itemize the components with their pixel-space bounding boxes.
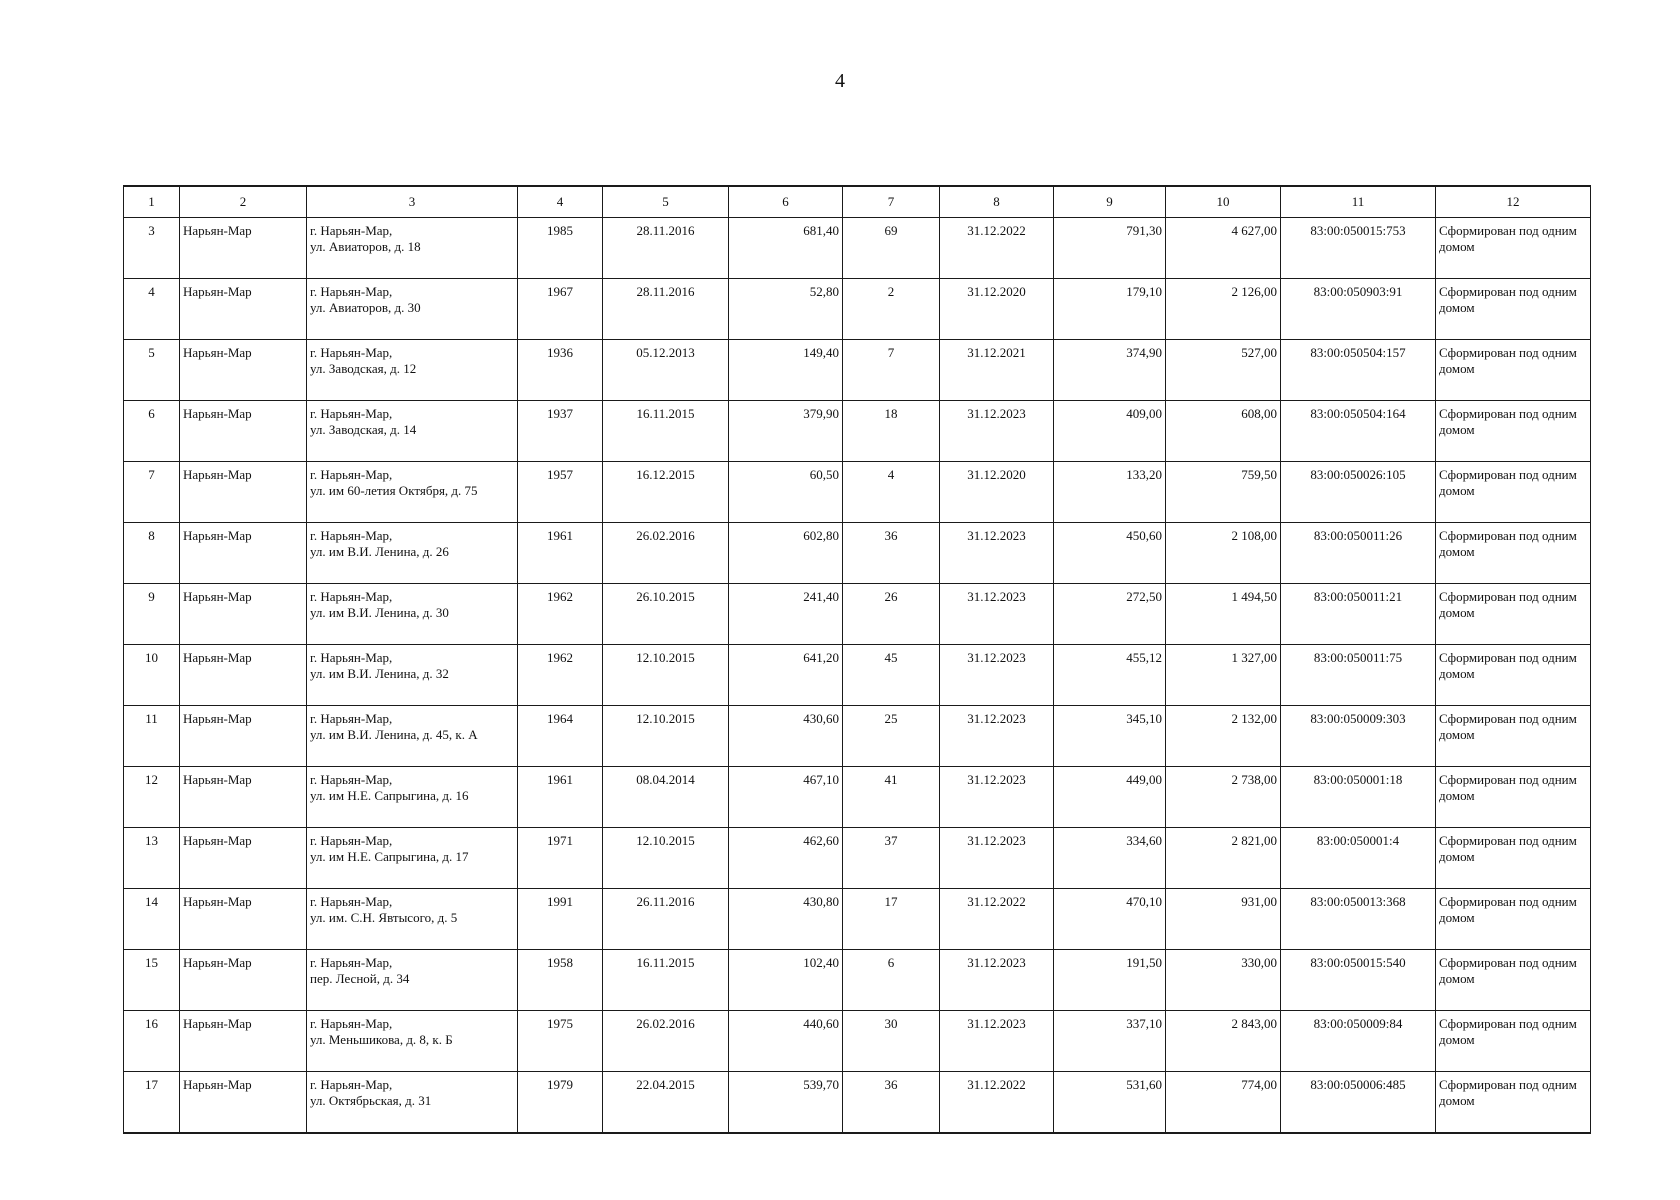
column-number-header: 5 — [603, 186, 729, 218]
address-city: г. Нарьян-Мар, — [310, 833, 393, 848]
row-number-cell: 7 — [124, 462, 180, 523]
settlement-cell: Нарьян-Мар — [180, 340, 307, 401]
cadastral-number-cell: 83:00:050903:91 — [1281, 279, 1436, 340]
deadline-cell: 31.12.2021 — [940, 340, 1054, 401]
date-cell: 08.04.2014 — [603, 767, 729, 828]
date-cell: 28.11.2016 — [603, 218, 729, 279]
address-city: г. Нарьян-Мар, — [310, 284, 393, 299]
land-area-cell: 1 327,00 — [1166, 645, 1281, 706]
residents-cell: 69 — [843, 218, 940, 279]
column-number-header: 7 — [843, 186, 940, 218]
address-city: г. Нарьян-Мар, — [310, 772, 393, 787]
residents-cell: 45 — [843, 645, 940, 706]
area-cell: 241,40 — [729, 584, 843, 645]
residents-cell: 36 — [843, 523, 940, 584]
column-number-header: 12 — [1436, 186, 1591, 218]
address-cell — [307, 584, 518, 645]
deadline-cell: 31.12.2023 — [940, 706, 1054, 767]
total-area-cell: 470,10 — [1054, 889, 1166, 950]
land-area-cell: 2 843,00 — [1166, 1011, 1281, 1072]
date-cell: 26.02.2016 — [603, 523, 729, 584]
address-cell — [307, 706, 518, 767]
year-cell: 1967 — [518, 279, 603, 340]
table-body — [124, 218, 1591, 1134]
date-cell: 12.10.2015 — [603, 706, 729, 767]
land-area-cell: 527,00 — [1166, 340, 1281, 401]
address-street: ул. им В.И. Ленина, д. 30 — [310, 605, 449, 620]
land-area-cell: 2 738,00 — [1166, 767, 1281, 828]
address-street: ул. им В.И. Ленина, д. 32 — [310, 666, 449, 681]
settlement-cell: Нарьян-Мар — [180, 889, 307, 950]
note-cell: Сформирован под одним домом — [1436, 828, 1591, 889]
note-cell: Сформирован под одним домом — [1436, 401, 1591, 462]
date-cell: 26.10.2015 — [603, 584, 729, 645]
note-cell: Сформирован под одним домом — [1436, 1011, 1591, 1072]
total-area-cell: 179,10 — [1054, 279, 1166, 340]
column-number-header: 2 — [180, 186, 307, 218]
year-cell: 1936 — [518, 340, 603, 401]
address-cell — [307, 523, 518, 584]
deadline-cell: 31.12.2023 — [940, 645, 1054, 706]
column-number-header: 10 — [1166, 186, 1281, 218]
address-city: г. Нарьян-Мар, — [310, 711, 393, 726]
settlement-cell: Нарьян-Мар — [180, 218, 307, 279]
table-row — [124, 767, 1591, 828]
address-street: ул. Октябрьская, д. 31 — [310, 1093, 432, 1108]
residents-cell: 41 — [843, 767, 940, 828]
cadastral-number-cell: 83:00:050026:105 — [1281, 462, 1436, 523]
date-cell: 12.10.2015 — [603, 645, 729, 706]
settlement-cell: Нарьян-Мар — [180, 706, 307, 767]
land-area-cell: 2 821,00 — [1166, 828, 1281, 889]
settlement-cell: Нарьян-Мар — [180, 1011, 307, 1072]
table-row — [124, 950, 1591, 1011]
area-cell: 430,80 — [729, 889, 843, 950]
year-cell: 1991 — [518, 889, 603, 950]
row-number-cell: 11 — [124, 706, 180, 767]
address-street: ул. им 60-летия Октября, д. 75 — [310, 483, 478, 498]
table-row — [124, 828, 1591, 889]
address-street: ул. им В.И. Ленина, д. 45, к. А — [310, 727, 478, 742]
land-area-cell: 774,00 — [1166, 1072, 1281, 1134]
column-number-header: 3 — [307, 186, 518, 218]
note-cell: Сформирован под одним домом — [1436, 218, 1591, 279]
cadastral-number-cell: 83:00:050504:164 — [1281, 401, 1436, 462]
address-city: г. Нарьян-Мар, — [310, 1077, 393, 1092]
row-number-cell: 9 — [124, 584, 180, 645]
residents-cell: 6 — [843, 950, 940, 1011]
year-cell: 1961 — [518, 767, 603, 828]
area-cell: 539,70 — [729, 1072, 843, 1134]
table-row — [124, 523, 1591, 584]
area-cell: 462,60 — [729, 828, 843, 889]
date-cell: 12.10.2015 — [603, 828, 729, 889]
residents-cell: 36 — [843, 1072, 940, 1134]
address-street: ул. Авиаторов, д. 30 — [310, 300, 421, 315]
deadline-cell: 31.12.2023 — [940, 950, 1054, 1011]
column-number-header: 9 — [1054, 186, 1166, 218]
cadastral-number-cell: 83:00:050013:368 — [1281, 889, 1436, 950]
housing-registry-table — [123, 185, 1591, 1134]
row-number-cell: 5 — [124, 340, 180, 401]
cadastral-number-cell: 83:00:050011:75 — [1281, 645, 1436, 706]
settlement-cell: Нарьян-Мар — [180, 1072, 307, 1134]
table-row — [124, 1011, 1591, 1072]
area-cell: 681,40 — [729, 218, 843, 279]
column-number-header: 8 — [940, 186, 1054, 218]
total-area-cell: 334,60 — [1054, 828, 1166, 889]
row-number-cell: 16 — [124, 1011, 180, 1072]
address-city: г. Нарьян-Мар, — [310, 467, 393, 482]
area-cell: 60,50 — [729, 462, 843, 523]
address-cell — [307, 950, 518, 1011]
cadastral-number-cell: 83:00:050011:26 — [1281, 523, 1436, 584]
address-street: ул. Меньшикова, д. 8, к. Б — [310, 1032, 453, 1047]
note-cell: Сформирован под одним домом — [1436, 767, 1591, 828]
row-number-cell: 13 — [124, 828, 180, 889]
address-cell — [307, 645, 518, 706]
cadastral-number-cell: 83:00:050006:485 — [1281, 1072, 1436, 1134]
total-area-cell: 345,10 — [1054, 706, 1166, 767]
table-row — [124, 340, 1591, 401]
year-cell: 1979 — [518, 1072, 603, 1134]
residents-cell: 4 — [843, 462, 940, 523]
address-cell — [307, 1072, 518, 1134]
residents-cell: 7 — [843, 340, 940, 401]
settlement-cell: Нарьян-Мар — [180, 523, 307, 584]
residents-cell: 2 — [843, 279, 940, 340]
total-area-cell: 133,20 — [1054, 462, 1166, 523]
residents-cell: 26 — [843, 584, 940, 645]
year-cell: 1957 — [518, 462, 603, 523]
row-number-cell: 10 — [124, 645, 180, 706]
residents-cell: 18 — [843, 401, 940, 462]
settlement-cell: Нарьян-Мар — [180, 767, 307, 828]
address-city: г. Нарьян-Мар, — [310, 894, 393, 909]
date-cell: 26.11.2016 — [603, 889, 729, 950]
address-city: г. Нарьян-Мар, — [310, 406, 393, 421]
area-cell: 440,60 — [729, 1011, 843, 1072]
row-number-cell: 8 — [124, 523, 180, 584]
row-number-cell: 15 — [124, 950, 180, 1011]
date-cell: 26.02.2016 — [603, 1011, 729, 1072]
date-cell: 16.12.2015 — [603, 462, 729, 523]
deadline-cell: 31.12.2023 — [940, 767, 1054, 828]
cadastral-number-cell: 83:00:050504:157 — [1281, 340, 1436, 401]
deadline-cell: 31.12.2022 — [940, 1072, 1054, 1134]
table-row — [124, 401, 1591, 462]
deadline-cell: 31.12.2022 — [940, 889, 1054, 950]
address-city: г. Нарьян-Мар, — [310, 528, 393, 543]
cadastral-number-cell: 83:00:050009:84 — [1281, 1011, 1436, 1072]
address-cell — [307, 889, 518, 950]
address-cell — [307, 1011, 518, 1072]
note-cell: Сформирован под одним домом — [1436, 950, 1591, 1011]
address-city: г. Нарьян-Мар, — [310, 1016, 393, 1031]
column-number-row — [124, 186, 1591, 218]
total-area-cell: 272,50 — [1054, 584, 1166, 645]
land-area-cell: 1 494,50 — [1166, 584, 1281, 645]
address-cell — [307, 828, 518, 889]
area-cell: 52,80 — [729, 279, 843, 340]
area-cell: 102,40 — [729, 950, 843, 1011]
area-cell: 467,10 — [729, 767, 843, 828]
area-cell: 430,60 — [729, 706, 843, 767]
deadline-cell: 31.12.2023 — [940, 1011, 1054, 1072]
date-cell: 05.12.2013 — [603, 340, 729, 401]
area-cell: 379,90 — [729, 401, 843, 462]
total-area-cell: 374,90 — [1054, 340, 1166, 401]
total-area-cell: 337,10 — [1054, 1011, 1166, 1072]
column-number-header: 1 — [124, 186, 180, 218]
land-area-cell: 2 132,00 — [1166, 706, 1281, 767]
row-number-cell: 3 — [124, 218, 180, 279]
settlement-cell: Нарьян-Мар — [180, 950, 307, 1011]
column-number-header: 11 — [1281, 186, 1436, 218]
column-number-header: 6 — [729, 186, 843, 218]
land-area-cell: 4 627,00 — [1166, 218, 1281, 279]
total-area-cell: 455,12 — [1054, 645, 1166, 706]
cadastral-number-cell: 83:00:050001:4 — [1281, 828, 1436, 889]
note-cell: Сформирован под одним домом — [1436, 645, 1591, 706]
cadastral-number-cell: 83:00:050015:540 — [1281, 950, 1436, 1011]
deadline-cell: 31.12.2023 — [940, 523, 1054, 584]
address-city: г. Нарьян-Мар, — [310, 955, 393, 970]
total-area-cell: 449,00 — [1054, 767, 1166, 828]
cadastral-number-cell: 83:00:050009:303 — [1281, 706, 1436, 767]
address-cell — [307, 401, 518, 462]
row-number-cell: 12 — [124, 767, 180, 828]
settlement-cell: Нарьян-Мар — [180, 828, 307, 889]
land-area-cell: 330,00 — [1166, 950, 1281, 1011]
year-cell: 1961 — [518, 523, 603, 584]
address-street: ул. им В.И. Ленина, д. 26 — [310, 544, 449, 559]
total-area-cell: 531,60 — [1054, 1072, 1166, 1134]
settlement-cell: Нарьян-Мар — [180, 279, 307, 340]
deadline-cell: 31.12.2023 — [940, 401, 1054, 462]
deadline-cell: 31.12.2022 — [940, 218, 1054, 279]
address-street: ул. Авиаторов, д. 18 — [310, 239, 421, 254]
address-cell — [307, 340, 518, 401]
cadastral-number-cell: 83:00:050015:753 — [1281, 218, 1436, 279]
address-cell — [307, 218, 518, 279]
land-area-cell: 759,50 — [1166, 462, 1281, 523]
note-cell: Сформирован под одним домом — [1436, 523, 1591, 584]
land-area-cell: 2 108,00 — [1166, 523, 1281, 584]
area-cell: 602,80 — [729, 523, 843, 584]
total-area-cell: 450,60 — [1054, 523, 1166, 584]
address-city: г. Нарьян-Мар, — [310, 223, 393, 238]
date-cell: 22.04.2015 — [603, 1072, 729, 1134]
table-row — [124, 462, 1591, 523]
row-number-cell: 14 — [124, 889, 180, 950]
address-street: ул. им Н.Е. Сапрыгина, д. 17 — [310, 849, 469, 864]
year-cell: 1937 — [518, 401, 603, 462]
address-city: г. Нарьян-Мар, — [310, 345, 393, 360]
note-cell: Сформирован под одним домом — [1436, 1072, 1591, 1134]
deadline-cell: 31.12.2023 — [940, 584, 1054, 645]
table-row — [124, 645, 1591, 706]
page-number: 4 — [835, 70, 845, 92]
address-cell — [307, 462, 518, 523]
deadline-cell: 31.12.2023 — [940, 828, 1054, 889]
table-row — [124, 706, 1591, 767]
note-cell: Сформирован под одним домом — [1436, 584, 1591, 645]
area-cell: 641,20 — [729, 645, 843, 706]
residents-cell: 17 — [843, 889, 940, 950]
deadline-cell: 31.12.2020 — [940, 462, 1054, 523]
total-area-cell: 791,30 — [1054, 218, 1166, 279]
address-street: ул. Заводская, д. 12 — [310, 361, 417, 376]
settlement-cell: Нарьян-Мар — [180, 584, 307, 645]
year-cell: 1985 — [518, 218, 603, 279]
land-area-cell: 608,00 — [1166, 401, 1281, 462]
residents-cell: 30 — [843, 1011, 940, 1072]
total-area-cell: 191,50 — [1054, 950, 1166, 1011]
cadastral-number-cell: 83:00:050001:18 — [1281, 767, 1436, 828]
note-cell: Сформирован под одним домом — [1436, 279, 1591, 340]
total-area-cell: 409,00 — [1054, 401, 1166, 462]
row-number-cell: 4 — [124, 279, 180, 340]
deadline-cell: 31.12.2020 — [940, 279, 1054, 340]
settlement-cell: Нарьян-Мар — [180, 645, 307, 706]
column-number-header: 4 — [518, 186, 603, 218]
date-cell: 16.11.2015 — [603, 401, 729, 462]
note-cell: Сформирован под одним домом — [1436, 889, 1591, 950]
residents-cell: 25 — [843, 706, 940, 767]
cadastral-number-cell: 83:00:050011:21 — [1281, 584, 1436, 645]
year-cell: 1964 — [518, 706, 603, 767]
row-number-cell: 6 — [124, 401, 180, 462]
year-cell: 1975 — [518, 1011, 603, 1072]
year-cell: 1962 — [518, 584, 603, 645]
land-area-cell: 2 126,00 — [1166, 279, 1281, 340]
table-row — [124, 279, 1591, 340]
date-cell: 28.11.2016 — [603, 279, 729, 340]
year-cell: 1958 — [518, 950, 603, 1011]
year-cell: 1962 — [518, 645, 603, 706]
table-row — [124, 889, 1591, 950]
date-cell: 16.11.2015 — [603, 950, 729, 1011]
address-cell — [307, 767, 518, 828]
address-street: пер. Лесной, д. 34 — [310, 971, 410, 986]
table-row — [124, 218, 1591, 279]
address-street: ул. им Н.Е. Сапрыгина, д. 16 — [310, 788, 469, 803]
address-city: г. Нарьян-Мар, — [310, 589, 393, 604]
area-cell: 149,40 — [729, 340, 843, 401]
address-city: г. Нарьян-Мар, — [310, 650, 393, 665]
note-cell: Сформирован под одним домом — [1436, 462, 1591, 523]
address-cell — [307, 279, 518, 340]
land-area-cell: 931,00 — [1166, 889, 1281, 950]
residents-cell: 37 — [843, 828, 940, 889]
year-cell: 1971 — [518, 828, 603, 889]
address-street: ул. Заводская, д. 14 — [310, 422, 417, 437]
address-street: ул. им. С.Н. Явтысого, д. 5 — [310, 910, 458, 925]
table-row — [124, 584, 1591, 645]
note-cell: Сформирован под одним домом — [1436, 340, 1591, 401]
row-number-cell: 17 — [124, 1072, 180, 1134]
settlement-cell: Нарьян-Мар — [180, 401, 307, 462]
table-row — [124, 1072, 1591, 1134]
note-cell: Сформирован под одним домом — [1436, 706, 1591, 767]
settlement-cell: Нарьян-Мар — [180, 462, 307, 523]
